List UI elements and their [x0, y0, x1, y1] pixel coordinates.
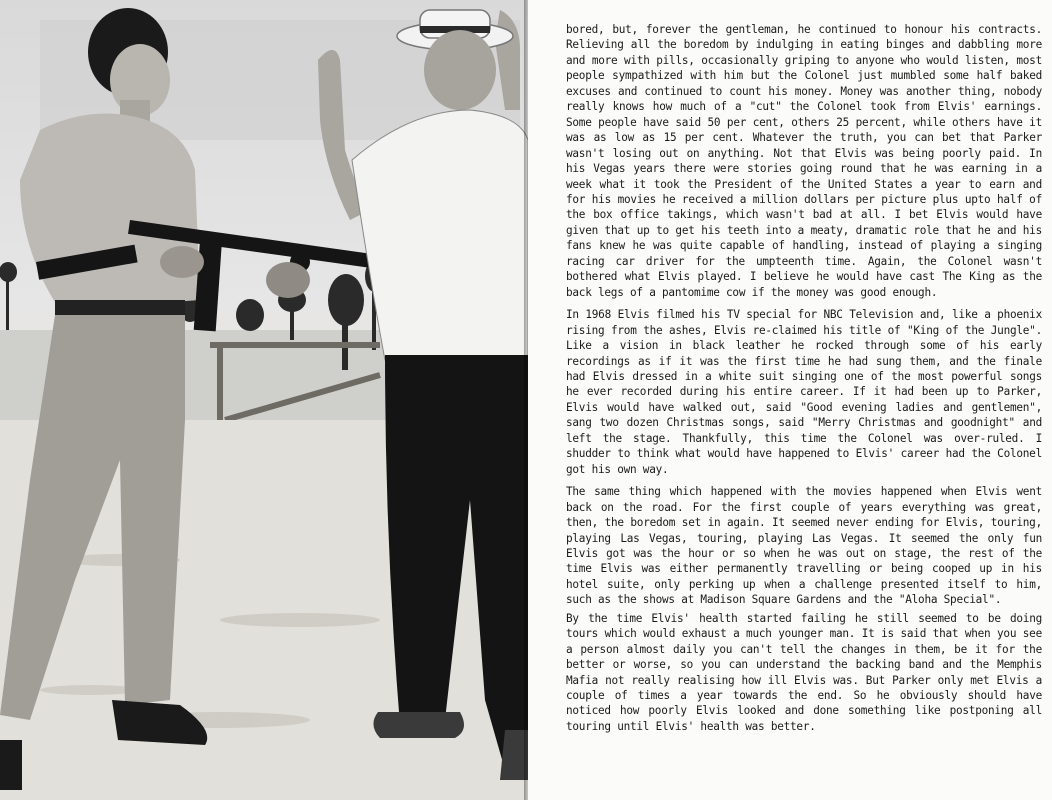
paragraph-2: In 1968 Elvis filmed his TV special for NBC Television and, like a phoenix rising from the ashes, Elvis re-claimed his title of "King of the Jungle". Like a vision in black leather he rocked through some of his early recordings as if it was the first time he had sung them, and the finale had Elvis dressed in a white suit singing one of the most powerful songs he ever recorded during his entire career. If it had been up to Parker, Elvis would have walked out, said "Good evening ladies and gentlemen", sang two dozen Christmas songs, said "Merry Christmas and goodnight" and left the stage. Thankfully, this time the Colonel was over-ruled. I shudder to think what would have happened to Elvis' career had the Colonel got his own way.	[566, 308, 1042, 476]
paragraph-3: The same thing which happened with the movies happened when Elvis went back on the road. For the first couple of years everything was great, then, the boredom set in again. It seemed never ending for Elvis, touring, playing Las Vegas, touring, playing Las Vegas. It seemed the only fun Elvis got was the hour or so when he was out on stage, the rest of the time Elvis was either permanently travelling or being cooped up in his hotel suite, only perking up when a challenge presented itself to him, such as the shows at Madison Square Gardens and the "Aloha Special".	[566, 485, 1042, 607]
text-page	[528, 0, 1052, 800]
article-body	[566, 22, 1042, 741]
paragraph-1: bored, but, forever the gentleman, he continued to honour his contracts. Relieving all the boredom by indulging in eating binges and dabbling more and more with pills, occasionally griping to anyone who would listen, most people sympathized with him but the Colonel just mumbled some half baked excuses and continued to count his money. Money was another thing, nobody really knows how much of a "cut" the Colonel took from Elvis' earnings. Some people have said 50 per cent, others 25 percent, while others have it was as low as 15 per cent. Whatever the truth, you can bet that Parker wasn't losing out on anything. Not that Elvis was being poorly paid. In his Vegas years there were stories going round that he was earning in a week what it took the President of the United States a year to earn and for his movies he received a million dollars per picture plus upto half of the box office takings, which wasn't bad at all. I bet Elvis would have given that up to get his teeth into a meaty, dramatic role that he and his fans knew he was quite capable of handling, instead of playing a singing racing car driver for the umpteenth time. Again, the Colonel wasn't bothered what Elvis played. I believe he would have cast The King as the back legs of a pantomime cow if the money was good enough.	[566, 23, 1042, 299]
paragraph-4: By the time Elvis' health started failing he still seemed to be doing tours which would exhaust a much younger man. It is said that when you see a person almost daily you can't tell the changes in them, be it for the better or worse, so you can understand the backing band and the Memphis Mafia not really realising how ill Elvis was. But Parker only met Elvis a couple of times a year towards the end. So he obviously should have noticed how poorly Elvis looked and done something like postponing all touring until Elvis' health was better.	[566, 611, 1042, 733]
